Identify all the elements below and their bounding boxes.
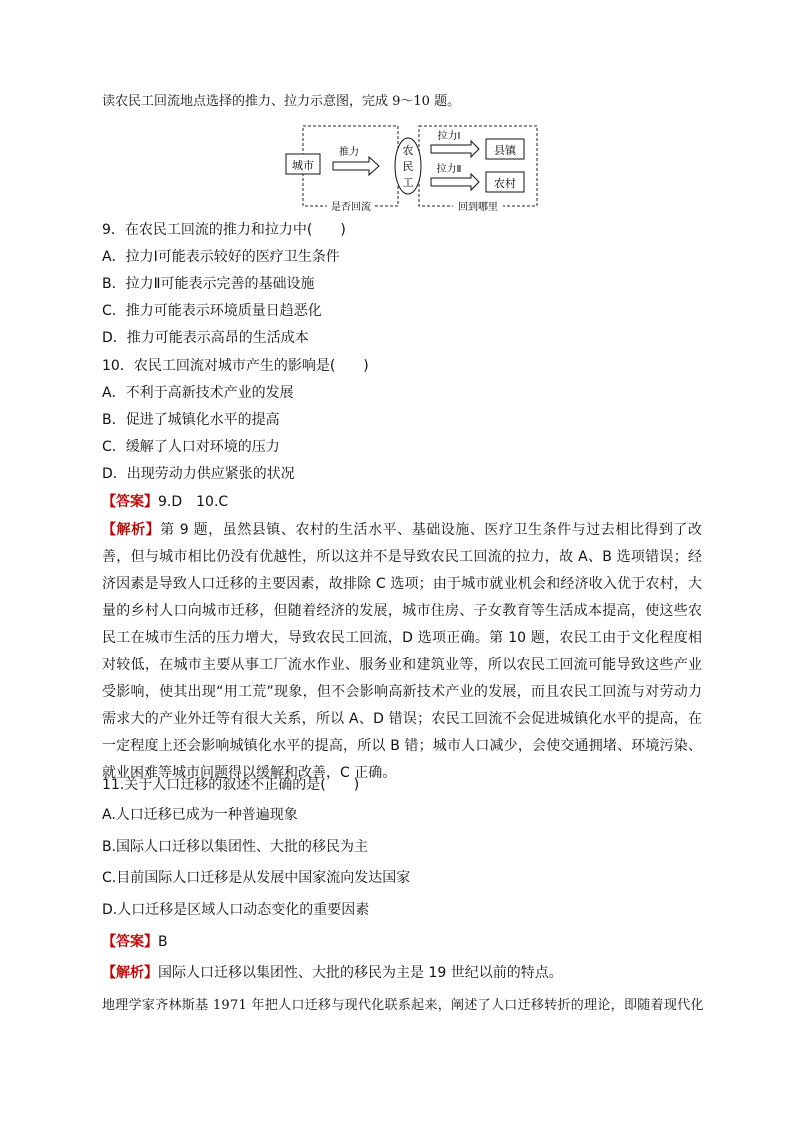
worker-char-2: 民 — [402, 160, 414, 173]
push-label: 推力 — [339, 147, 359, 158]
worker-char-3: 工 — [402, 176, 414, 189]
q11-option-c: C.目前国际人口迁移是从发展中国家流向发达国家 — [102, 870, 411, 886]
answer-9-10 — [102, 492, 228, 512]
analysis-11-key-label: 【解析】 — [102, 965, 158, 981]
answer-key-label: 【答案】 — [102, 494, 158, 510]
q9-option-b: B．拉力Ⅱ可能表示完善的基础设施 — [102, 276, 315, 292]
q9-stem: 9．在农民工回流的推力和拉力中( ) — [102, 222, 346, 238]
analysis-11 — [102, 963, 563, 983]
q11-option-d: D.人口迁移是区域人口动态变化的重要因素 — [102, 902, 370, 918]
push-pull-diagram — [283, 124, 553, 214]
answer-11-value: B — [158, 934, 168, 950]
q10-option-b: B．促进了城镇化水平的提高 — [102, 412, 280, 428]
q9-option-c: C．推力可能表示环境质量日趋恶化 — [102, 303, 322, 319]
q11-option-a: A.人口迁移已成为一种普遍现象 — [102, 807, 298, 823]
analysis-9-10 — [102, 517, 702, 787]
answer-11-key-label: 【答案】 — [102, 934, 158, 950]
push-arrow — [333, 157, 379, 175]
intro-text-2: 地理学家齐林斯基 1971 年把人口迁移与现代化联系起来，阐述了人口迁移转折的理论，即随着现代化 — [102, 998, 704, 1013]
q10-stem: 10．农民工回流对城市产生的影响是( ) — [102, 358, 369, 374]
caption-destination: 回到哪里 — [458, 202, 498, 213]
q10-option-a: A．不利于高新技术产业的发展 — [102, 385, 294, 401]
city-label: 城市 — [292, 159, 314, 172]
analysis-text: 第 9 题，虽然县镇、农村的生活水平、基础设施、医疗卫生条件与过去相比得到了改善，但与城市相比仍没有优越性，所以这并不是导致农民工回流的拉力，故 A、B 选项错误；经济因素是导致人口迁移的主要因素，故排除 C 选项；由于城市就业机会和经济收入优于农村，大量的乡村人口向城市迁移，但随着经济的发展，城市住房、子女教育等生活成本提高，使这些农民工在城市生活的压力增大，导致农民工回流，D 选项正确。第 10 题，农民工由于文化程度相对较低，在城市主要从事工厂流水作业、服务业和建筑业等，所以农民工回流可能导致这些产业受影响，使其出现“用工荒”现象，但不会影响高新技术产业的发展，而且农民工回流与对劳动力需求大的产业外迁等有很大关系，所以 A、D 错误；农民工回流不会促进城镇化水平的提高，在一定程度上还会影响城镇化水平的提高，所以 B 错；城市人口减少，会使交通拥堵、环境污染、就业困难等城市问题得以缓解和改善，C 正确。 — [102, 522, 703, 781]
q9-option-a: A．拉力Ⅰ可能表示较好的医疗卫生条件 — [102, 249, 340, 265]
intro-text: 读农民工回流地点选择的推力、拉力示意图，完成 9～10 题。 — [102, 94, 461, 109]
worker-char-1: 农 — [402, 144, 414, 157]
caption-return: 是否回流 — [331, 202, 371, 213]
analysis-key-label: 【解析】 — [102, 522, 161, 538]
analysis-11-text: 国际人口迁移以集团性、大批的移民为主是 19 世纪以前的特点。 — [158, 965, 563, 981]
answer-11 — [102, 932, 168, 952]
pull-1-arrow — [431, 141, 479, 157]
pull-2-label: 拉力Ⅱ — [436, 164, 462, 175]
q9-option-d: D．推力可能表示高昂的生活成本 — [102, 330, 309, 346]
q10-option-c: C．缓解了人口对环境的压力 — [102, 439, 280, 455]
pull-1-label: 拉力Ⅰ — [437, 131, 461, 142]
q11-option-b: B.国际人口迁移以集团性、大批的移民为主 — [102, 839, 369, 855]
q10-option-d: D．出现劳动力供应紧张的状况 — [102, 466, 295, 482]
answer-value: 9.D 10.C — [158, 494, 229, 510]
county-label: 县镇 — [494, 144, 516, 157]
q11-stem: 11.关于人口迁移的叙述不正确的是( ) — [102, 777, 360, 793]
pull-2-arrow — [431, 174, 479, 190]
village-label: 农村 — [494, 177, 516, 190]
